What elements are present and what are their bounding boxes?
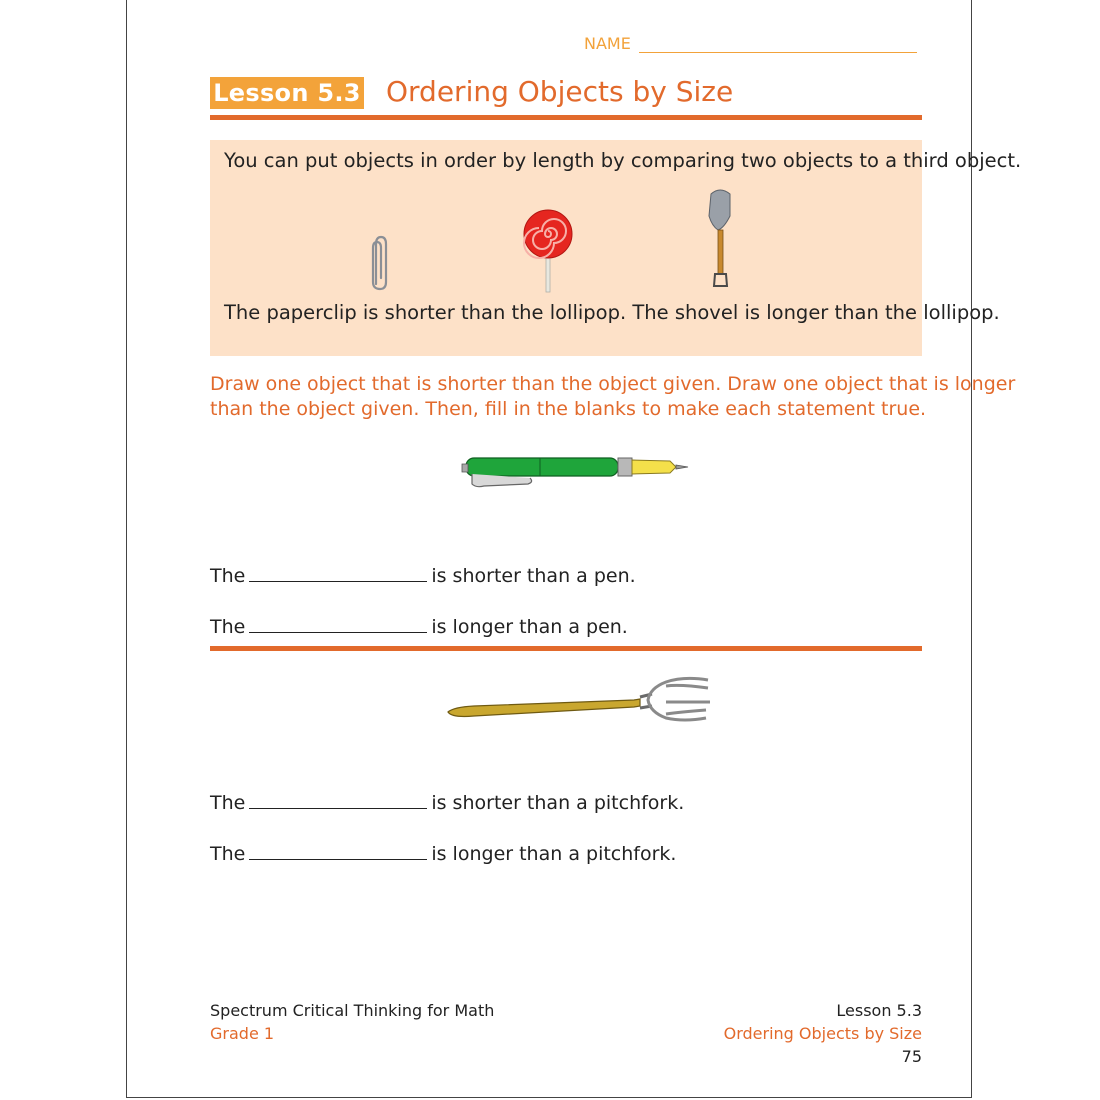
pen-shorter-blank[interactable]: [249, 563, 427, 582]
name-field[interactable]: [584, 34, 917, 53]
footer-right: [700, 999, 922, 1068]
instructions: [210, 372, 1016, 422]
pitchfork-shorter-blank[interactable]: [249, 790, 427, 809]
sentence-prefix: The: [210, 565, 246, 587]
book-title: Spectrum Critical Thinking for Math: [210, 1001, 495, 1020]
pen-longer-sentence: [210, 614, 628, 638]
paperclip-icon: [368, 234, 392, 292]
header-divider: [210, 115, 922, 120]
pen-icon: [458, 452, 690, 490]
footer-lesson-title: Ordering Objects by Size: [723, 1024, 922, 1043]
sentence-prefix: The: [210, 792, 246, 814]
name-line[interactable]: [639, 36, 917, 53]
lesson-badge: Lesson 5.3: [210, 77, 364, 109]
pitchfork-longer-blank[interactable]: [249, 841, 427, 860]
comparison-text: The paperclip is shorter than the lollipop. The shovel is longer than the lollipop.: [224, 301, 1000, 324]
sentence-prefix: The: [210, 843, 246, 865]
instructions-line-2: than the object given. Then, fill in the blanks to make each statement true.: [210, 398, 927, 420]
pen-longer-blank[interactable]: [249, 614, 427, 633]
sentence-suffix: is longer than a pitchfork.: [431, 843, 677, 865]
pitchfork-longer-sentence: [210, 841, 676, 865]
shovel-icon: [706, 188, 736, 290]
lesson-title: Ordering Objects by Size: [386, 75, 734, 108]
sentence-suffix: is shorter than a pitchfork.: [431, 792, 685, 814]
intro-text: You can put objects in order by length by comparing two objects to a third object.: [224, 149, 1022, 172]
page-number: 75: [901, 1047, 922, 1066]
footer-lesson: Lesson 5.3: [836, 1001, 922, 1020]
sentence-suffix: is longer than a pen.: [431, 616, 628, 638]
pitchfork-shorter-sentence: [210, 790, 684, 814]
sentence-prefix: The: [210, 616, 246, 638]
pitchfork-icon: [444, 672, 714, 724]
pen-shorter-sentence: [210, 563, 636, 587]
sentence-suffix: is shorter than a pen.: [431, 565, 636, 587]
grade-label: Grade 1: [210, 1024, 275, 1043]
instructions-line-1: Draw one object that is shorter than the object given. Draw one object that is longer: [210, 373, 1016, 395]
lollipop-icon: [522, 208, 574, 294]
name-label: NAME: [584, 34, 631, 53]
footer-left: [210, 999, 494, 1045]
section-divider: [210, 646, 922, 651]
